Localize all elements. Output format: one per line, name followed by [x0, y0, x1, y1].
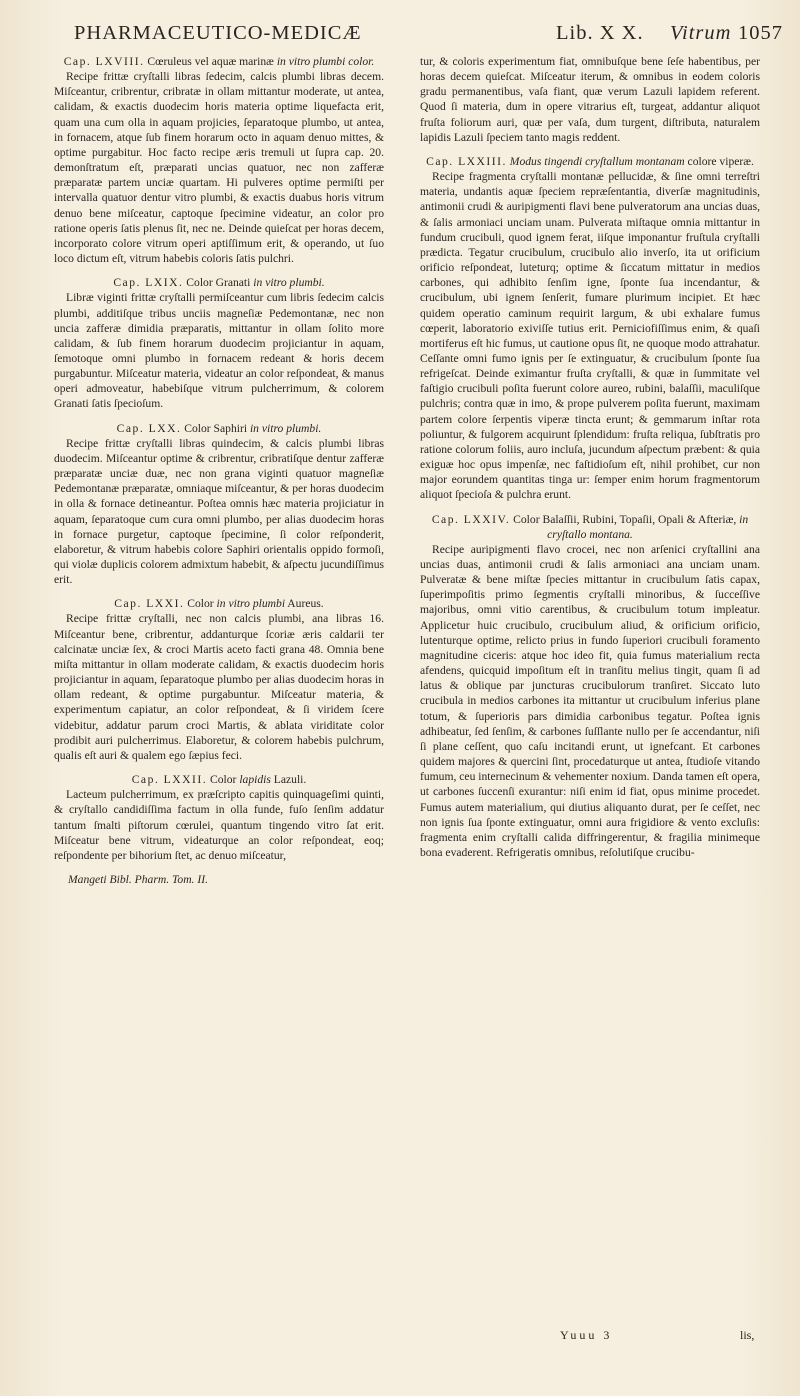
- chapter-title-after: Lazuli.: [270, 773, 307, 787]
- chapter-title-after: Aureus.: [285, 597, 324, 611]
- chapter-heading: [54, 772, 384, 787]
- body-paragraph: Recipe auripigmenti flavo crocei, nec non arſenici cryſtallini ana uncias duas, antimonii crudi & ſalis armoniaci ana unciam unam. Pulveratæ & bene miſtæ ſpecies mittantur in crucibulum ſatis capax, ſuperimpoſitis primo ſegmentis cryſtalli minoribus, & ſucceſſive majoribus, omni vitio carentibus, & crucibulum totum impleatur. Applicetur huic crucibulo, crucibulum aliud, & orificium orificio, lutenturque optime, relicto prius in fundo ſuperiori crucibuli foramento magnitudine ciceris: atque hoc ideo fit, quia fumus materialium recta afendens, quicquid impoſitum eſt in tranſitu melius tingit, quam ſi ad latus & oblique par juncturas crucibulorum tranſiret. Siccato luto crucibula in medios carbones ita mittantur ut crucibulum inferius plane totum, & ſuperioris pars dimidia carbonibus tegatur. Poſtea ignis adhibeatur, ſed ſenſim, & carbones ſuſſlante nullo per ſe accendantur, niſi ſi plane ceſſent, quo caſu incitandi erunt, ut ignefcant. Et carbones quidem majores & quercini ſint, procedaturque ut antea, ſtudioſe vitando fumum, ceu internecinum & vehementer noxium. Danda tamen eſt opera, ut carbones ſuccenſi exurantur: niſi enim id fiat, opus minime procedet. Fumus autem materialium, qui diutius aliquanto durat, per ſe ceſſet, nec non ignis ſua ſponte extinguatur, omni aura frigidiore & vento excluſis: fragmenta enim cryſtalli calida diffringerentur, & fragilia minimeque bona evaderent. Refrigeratis omnibus, reſolutiſque crucibu-: [420, 542, 760, 859]
- chapter-title-italic: in vitro plumbi color.: [273, 55, 375, 68]
- chapter-title-italic: in vitro plumbi: [213, 597, 286, 611]
- body-paragraph: Libræ viginti frittæ cryſtalli permiſceantur cum libris ſedecim calcis plumbi, additiſque tribus unciis magneſiæ Pedemontanæ, nec non uncia zafferæ dimidia præparatis, mittantur in ollam ſolito more calidam, & ſub finem horarum duodecim projiciantur in aquam, ſemotoque omni plumbo in fornacem redeant & horis decem purgabuntur. Miſceatur materia, videatur an color reſpondeat, & manus operi admoveatur, habebiſque vitrum pulcherrimum, & colorem Granati ſatis ſpecioſum.: [54, 291, 384, 411]
- chapter-number: Cap. LXVIII.: [63, 55, 145, 68]
- body-paragraph: Recipe frittæ cryſtalli, nec non calcis plumbi, ana libras 16. Miſceantur bene, cribrentur, addanturque ſcoriæ æris caldarii ter calcinatæ unciæ ſex, & croci Martis aceto facti grana 48. Omnia bene miſta mittantur in ollam moderate calidam, & exactis duodecim horis projiciantur in aquam, ſeparatoque plumbo per alias duodecim horas in ollam redeant, & optime purgabuntur. Miſceatur materia, & experimentum capiatur, an color reſpondeat, & ſi viridem ſcere videbitur, addatur parum croci Martis, & ablata viriditate color prodibit auri pulcherrimus. Elaboretur, & colorem habebis pulchrum, qualis eſt auri & qualem ego ſæpius feci.: [54, 612, 384, 762]
- body-paragraph: Recipe frittæ cryſtalli libras ſedecim, calcis plumbi libras decem. Miſceantur, cribrentur, cribratæ in ollam mittantur moderate, ut antea, calidam, & exactis duodecim horis materia optime liquefacta erit, quam una cum olla in aquam projicies, ſeparatoque plumbo, ut antea, in fornacem, atque ſub finem horarum octo in aquam denuo mittes, & optime purgabitur. Hoc facto recipe æris tremuli ut ſupra cap. 20. demonſtratum eſt, præparati uncias quatuor, nec non zafferæ præparatæ partem unciæ quartam. Hi pulveres optime permiſti per intervalla quatuor dentur vitro plumbi, & exactis duabus horis vitrum denuo bene miſceatur, captoque ſpecimine videatur, an color pro ratione operis ſatis plenus ſit, nec ne. Deinde quieſcat per horas decem, incorporato colore vitrum operi aptiſſimum erit, & operando, ut ſuo loco dictum eſt, vitrum habebis coloris ſatis pulchri.: [54, 70, 384, 266]
- chapter-number: Cap. LXXIV.: [431, 512, 511, 526]
- page-footer: [560, 1328, 755, 1343]
- chapter-title-italic: lapidis: [236, 773, 271, 787]
- chapter-heading: [54, 275, 384, 290]
- chapter-title-italic: in vitro plumbi.: [250, 276, 325, 290]
- chapter-title-italic: Modus tingendi cryſtallum montanam: [506, 154, 685, 168]
- chapter-number: Cap. LXX.: [116, 421, 182, 435]
- chapter-title-text: Color Granati: [183, 276, 251, 290]
- chapter-number: Cap. LXXII.: [131, 773, 208, 787]
- chapter-title-text: Cœruleus vel aquæ marinæ: [144, 55, 274, 68]
- chapter-heading: [420, 154, 760, 169]
- chapter-heading: [54, 54, 384, 69]
- chapter-number: Cap. LXXI.: [114, 597, 185, 611]
- body-paragraph: Lacteum pulcherrimum, ex præſcripto capitis quinquageſimi quinti, & cryſtallo candidiſſima factum in olla funde, fuſo ſenſim addatur tantum ſmalti piſtorum cœrulei, quantum tingendo vitro ſat erit. Miſceatur bene vitrum, videaturque an color reſpondeat, eoq; reſpondente per bihorium ſtet, ac denuo miſceatur,: [54, 788, 384, 862]
- chapter-title-text: Color: [184, 597, 214, 611]
- section-title: Vitrum: [670, 22, 732, 44]
- page-number: 1057: [738, 22, 783, 44]
- signature-mark: Yuuu 3: [560, 1328, 613, 1342]
- body-paragraph: Recipe fragmenta cryſtalli montanæ pellucidæ, & ſine omni terreſtri materia, undantis aquæ ſpeciem repræſentantia, diverſæ magnitudinis, antimonii crudi & auripigmenti flavi bene pulveratorum ana uncias duas, & ſalis armoniaci unciam unam. Pulverata miſtaque omnia mittantur in fundum crucibuli, quod ignem ferat, iiſque imponantur fruſtula cryſtalli prædicta. Tegatur crucibulum, crucibulo alio inverſo, ita ut orificium orificio reſpondeat, luteturq; optime & ſiccatum mittatur in medios carbones, qui adhibito ſenſim igne, ſponte ſua incendantur, & crucibulum, ubi ignem ſenſerit, fumare plurimum incipiet. Et hæc quidem operatio caminum requirit largum, & ubi exhalare fumus cœperit, laboratorio exiviſſe tutius erit. Perniciofiſſimus enim, & quaſi mortiferus eſt hic fumus, ut cautione opus ſit, ne quoque modo attrahatur. Ceſſante omni fumo ignis per ſe extinguatur, & crucibulum ſponte ſua refrigeſcat. Deinde eximantur fruſta cryſtalli, & quæ in ſummitate vel faſtigio crucibuli poſita fuerunt colore aureo, rubini, balaſſii, maculiſque pulchris; contra quæ in imo, & prope pulverem poſita fuerunt, maximam partem colore ſerpentis viperæ tincta erunt; & gemmarum inſtar rota poliuntur, & fulgorem acquirunt ſplendidum: fruſta reliqua, ſubſtratis pro ratione colorum foliis, auro incluſa, jucundum aſpectum præbent: & quia exiguæ hoc opus impenſæ, nec faſtidioſum eſt, nihil prohibet, cur non major eorundem quantitas tinga ur: ſemper enim horum fragmentorum aliquot ſpecioſa & pulchra erunt.: [420, 170, 760, 502]
- book-number: Lib. X X.: [556, 22, 644, 44]
- chapter-heading: [54, 596, 384, 611]
- chapter-title-text: Color: [207, 773, 237, 787]
- chapter-title-text: Color Balaſſii, Rubini, Topaſii, Opali & Afteriæ,: [510, 512, 737, 526]
- chapter-number: Cap. LXXIII.: [426, 154, 507, 168]
- catchword: lis,: [740, 1328, 755, 1342]
- chapter-title-text: Color Saphiri: [181, 421, 248, 435]
- chapter-heading: [420, 512, 760, 542]
- chapter-title-italic: in cryſtallo montana.: [547, 512, 749, 541]
- body-paragraph: Recipe frittæ cryſtalli libras quindecim, & calcis plumbi libras duodecim. Miſceantur optime & cribrentur, cribratiſque dentur zafferæ præparatæ unciæ duæ, nec non grana viginti quatuor magneſiæ Pedemontanæ præparatæ, omniaque miſceantur, & per horas duodecim in olla & fornace detineantur. Poſtea omnis hæc materia projiciatur in aquam, ſeparatoque cum cura omni plumbo, per alias duodecim horas in fornace purgetur, captoque ſpecimine, ſi color reſponderit, elaboretur, & vitrum habebis colore Saphiri orientalis oppido formoſi, qui violæ duplicis colorem admixtum habebit, & aſpectu jucundiſſimus erit.: [54, 436, 384, 587]
- bibliographic-signature: Mangeti Bibl. Pharm. Tom. II.: [68, 872, 208, 886]
- chapter-number: Cap. LXIX.: [113, 276, 184, 290]
- chapter-title-italic: in vitro plumbi.: [247, 421, 322, 435]
- chapter-heading: [54, 421, 384, 436]
- running-header: [74, 22, 784, 50]
- running-head-title: PHARMACEUTICO-MEDICÆ: [74, 22, 362, 44]
- left-column: [54, 54, 384, 1344]
- chapter-title-after: colore viperæ.: [684, 154, 754, 168]
- body-paragraph: tur, & coloris experimentum fiat, omnibuſque bene ſeſe habentibus, per horas decem quieſcat. Miſceatur iterum, & omnibus in eodem coloris gradu permanentibus, vaſa fiant, quæ verum Lazuli lapidem referent. Quod ſi materia, dum in opere vitrarius eſt, turgeat, addantur aliquot fruſta foliorum auri, quæ per vaſa, dum turgent, diſtributa, naturalem lapidis Lazuli ſpeciem tanto magis reddent.: [420, 55, 760, 144]
- right-column: [420, 54, 760, 1324]
